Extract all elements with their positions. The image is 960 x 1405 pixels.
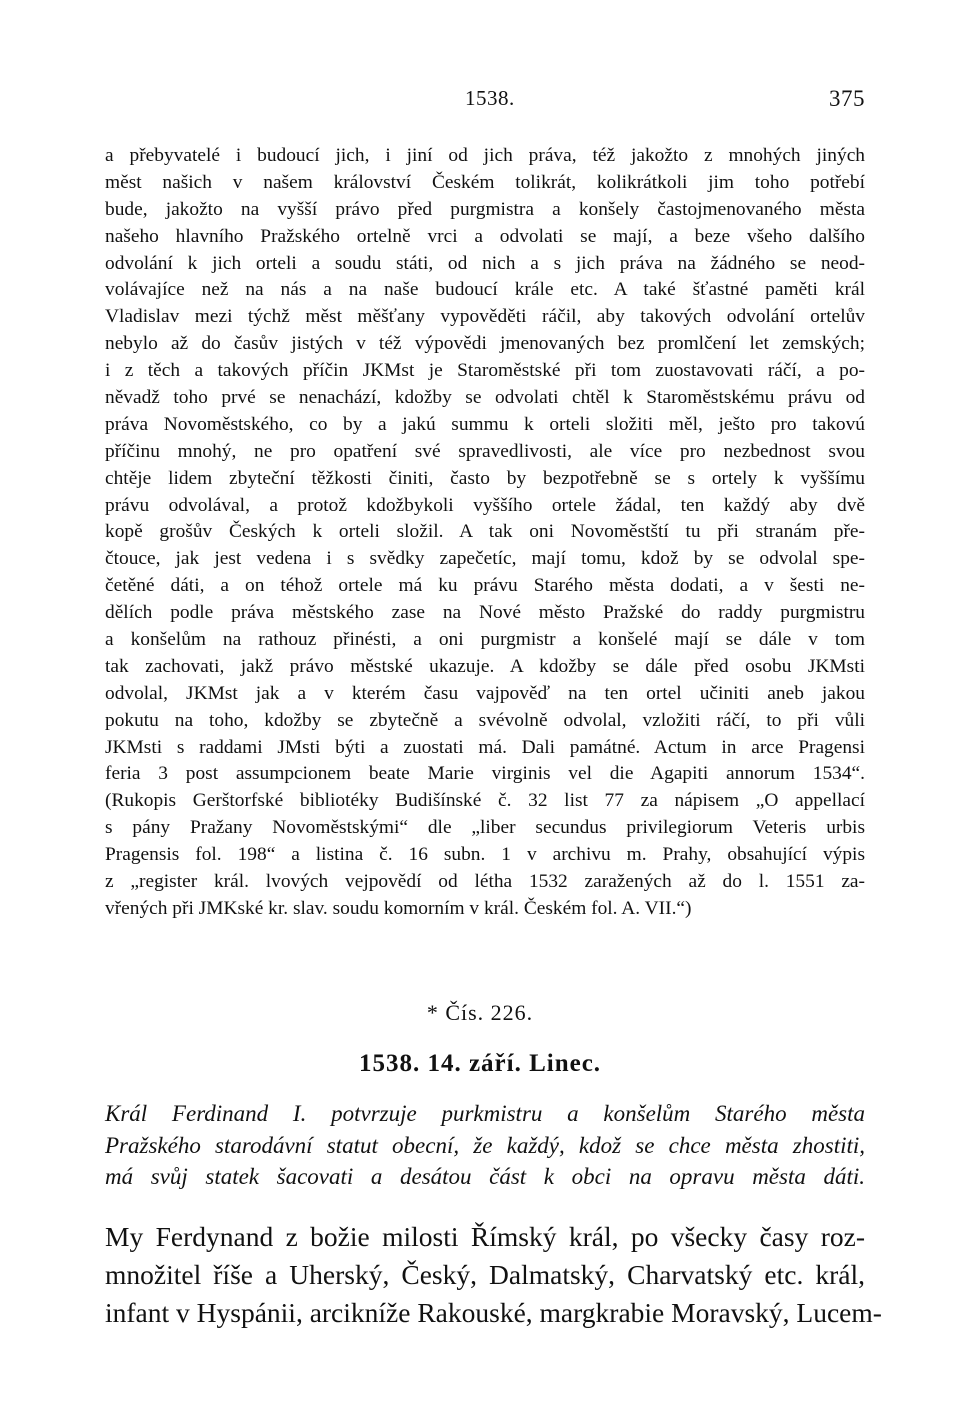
body-line: kopě grošův Českých k orteli složil. A tak oni Novoměstští tu při stranám pře- <box>105 521 865 543</box>
charter-line: My Ferdynand z božie milosti Římský král, po všecky časy roz- <box>105 1221 865 1252</box>
body-line: vřených při JMKské kr. slav. soudu komorním v král. Českém fol. A. VII.“) <box>105 897 692 919</box>
body-line: tak zachovati, jakž právo městské ukazuje. A kdožby se dále před osobu JKMsti <box>105 655 865 677</box>
body-line: čtouce, jak jest vedena i s svědky zapečetíc, mají tomu, kdož by se odvolal spe- <box>105 548 865 570</box>
charter-text <box>105 1218 882 1332</box>
body-line: nebylo až do časův jistých v též výpovědi jmenovaných bez promlčení let zemských; <box>105 333 865 355</box>
body-line: a konšelům na rathouz přinésti, a oni purgmistr a konšelé mají se dále v tom <box>105 629 865 651</box>
page-number: 375 <box>829 86 865 111</box>
charter-line: množitel říše a Uherský, Český, Dalmatský, Charvatský etc. král, <box>105 1259 865 1290</box>
body-line: volávajíce než na nás a na naše budoucí krále etc. A také šťastné paměti král <box>105 279 865 301</box>
body-line: JKMsti s raddami JMsti býti a zuostati má. Dali památné. Actum in arce Pragensi <box>105 736 865 758</box>
body-line: i z těch a takových příčin JKMst je Staroměstské při tom zuostavovati ráčí, a po- <box>105 360 865 382</box>
body-line: Pragensis fol. 198“ a listina č. 16 subn. 1 v archivu m. Prahy, obsahující výpis <box>105 844 865 866</box>
body-text <box>105 143 865 923</box>
body-line: práva Novoměstského, co by a jakú summu k orteli složiti měl, ješto pro takovú <box>105 413 865 435</box>
regest-line: Král Ferdinand I. potvrzuje purkmistru a konšelům Starého města <box>105 1101 865 1126</box>
body-line: příčinu mnohý, ne pro opatření své spravedlivosti, ale více pro nezbednost svou <box>105 440 865 462</box>
body-line: dělích podle práva městského zase na Nové město Pražské do raddy purgmistru <box>105 602 865 624</box>
charter-line: infant v Hyspánii, arcikníže Rakouské, margkrabie Moravský, Lucem- <box>105 1297 882 1328</box>
page-header <box>105 86 865 116</box>
running-head-year: 1538. <box>465 86 515 110</box>
body-line: pokutu na toho, kdožby se zbytečně a svévolně odvolal, vzložiti ráčí, to při vůli <box>105 709 865 731</box>
body-line: něvadž toho prvé se nenachází, kdožby se odvolati chtěl k Staroměstskému právu od <box>105 387 865 409</box>
body-line: chtěje lidem zbyteční těžkosti činiti, často by bezpotřebně se s ortely k vyššímu <box>105 467 865 489</box>
body-line: bude, jakožto na vyšší právo před purgmistra a konšely častojmenovaného města <box>105 198 865 220</box>
document-number: * Čís. 226. <box>426 1000 534 1025</box>
regest-line: má svůj statek šacovati a desátou část k obci na opravu města dáti. <box>105 1164 865 1189</box>
body-line: četěné dáti, a on téhož ortele má ku právu Starého města dodati, a v šesti ne- <box>105 575 865 597</box>
body-line: feria 3 post assumpcionem beate Marie virginis vel die Agapiti annorum 1534“. <box>105 763 865 785</box>
body-line: právu odvolával, a protož kdožbykoli vyššího ortele žádal, ten každý aby dvě <box>105 494 865 516</box>
body-line: a přebyvatelé i budoucí jich, i jiní od jich práva, též jakožto z mnohých jiných <box>105 145 865 166</box>
body-line: (Rukopis Gerštorfské bibliotéky Budišínské č. 32 list 77 za nápisem „O appellací <box>105 790 865 812</box>
document-date-heading: 1538. 14. září. Linec. <box>358 1050 602 1077</box>
regest-summary <box>105 1098 865 1193</box>
body-line: odvolal, JKMst jak a v kterém času vajpověď na ten ortel učiniti aneb jakou <box>105 682 865 704</box>
body-line: Vladislav mezi týchž měst měšťany vypověděti ráčil, aby takových odvolání ortelův <box>105 306 865 328</box>
body-line: z „register král. lvových vejpovědí od létha 1532 zaražených až do l. 1551 za- <box>105 871 865 893</box>
body-line: s pány Pražany Novoměstskými“ dle „liber secundus privilegiorum Veteris urbis <box>105 817 865 839</box>
body-line: měst našich v našem království Českém tolikrát, kolikrátkoli jim toho potřebí <box>105 171 865 193</box>
body-line: našeho hlavního Pražského ortelně vrci a odvolati se mají, a beze všeho dalšího <box>105 225 865 247</box>
regest-line: Pražského starodávní statut obecní, že každý, kdož se chce města zhostiti, <box>105 1132 865 1158</box>
body-line: odvolání k jich orteli a soudu státi, od nich a s jich práva na žádného se neod- <box>105 252 865 274</box>
